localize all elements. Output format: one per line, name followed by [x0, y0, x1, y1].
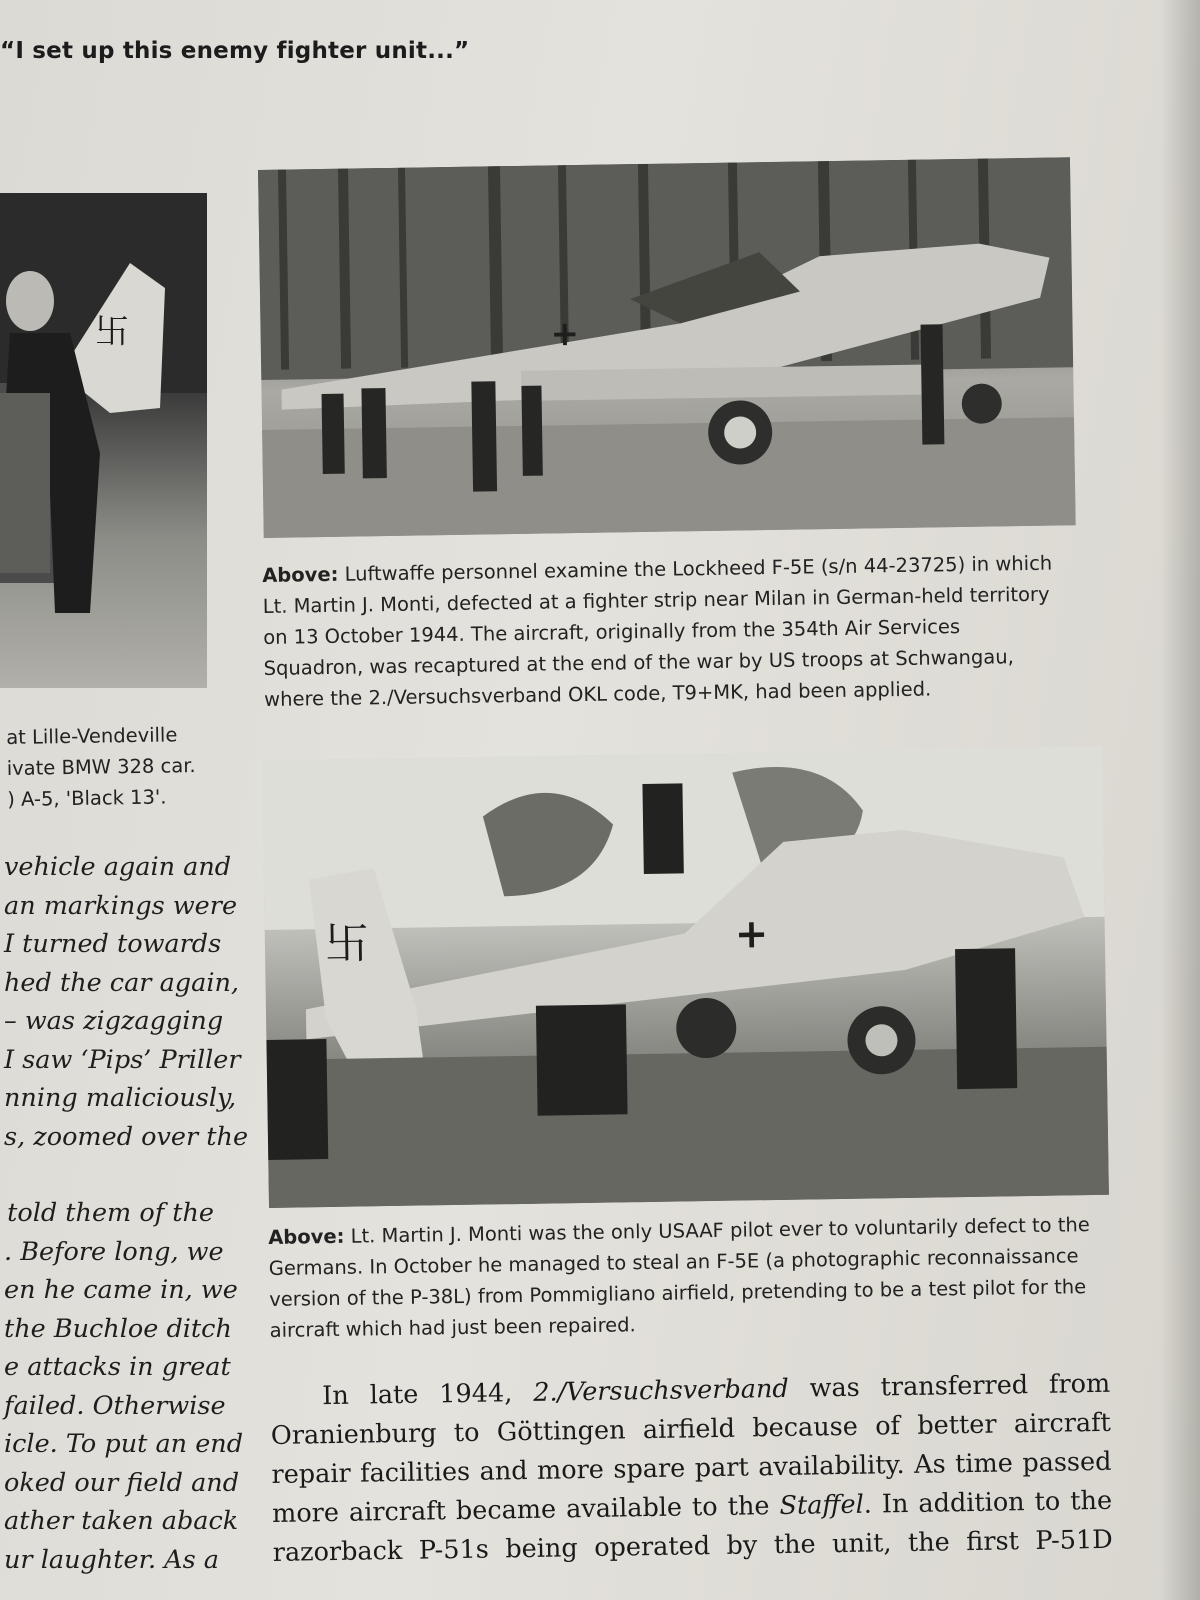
caption-bottom-photo — [268, 1209, 1100, 1346]
caption-bottom-label: Above: — [268, 1224, 345, 1249]
body-left-line: icle. To put an end — [4, 1429, 244, 1459]
body-left-line: told them of the — [7, 1198, 214, 1228]
body-left-line: oked our field and — [4, 1467, 240, 1498]
body-left-line: hed the car again, — [4, 967, 240, 998]
photo-pilot-with-car — [0, 193, 207, 688]
caption-bottom-text: Lt. Martin J. Monti was the only USAAF pilot ever to voluntarily defect to the Germans. In October he managed to steal an F-5E (a photographic reconnaissance version of the P-38L) from Pommigliano airfield, pretending to be a test pilot for the aircraft which had just been repaired. — [268, 1213, 1090, 1342]
body-left-line: nning maliciously, — [4, 1083, 237, 1113]
fuselage-cross-marking-top: + — [550, 313, 580, 355]
photo-f5e-bottom-image — [262, 747, 1109, 1208]
page-edge-shadow — [1160, 0, 1200, 1600]
photo-f5e-top-image — [258, 157, 1076, 538]
body-text-main-paragraph — [270, 1365, 1113, 1573]
body-left-line: vehicle again and — [4, 852, 232, 882]
body-main-text: more aircraft became available to the — [271, 1491, 780, 1529]
body-main-text: . In addition to the — [863, 1485, 1113, 1520]
body-left-line: failed. Otherwise — [4, 1390, 226, 1421]
caption-left-line: at Lille-Vendeville — [6, 723, 178, 749]
body-text-left-column — [4, 848, 249, 1579]
photo-pilot-with-car-image — [0, 193, 207, 688]
running-head: “I set up this enemy fighter unit...” — [0, 38, 470, 64]
body-left-line: ather taken aback — [4, 1506, 239, 1536]
body-main-text: In late 1944, — [322, 1377, 534, 1412]
body-left-line: – was zigzagging — [4, 1006, 224, 1036]
caption-top-photo — [262, 547, 1064, 715]
body-left-line: e attacks in great — [4, 1352, 231, 1382]
body-left-line: en he came in, we — [4, 1275, 238, 1305]
caption-left-photo — [6, 719, 217, 815]
caption-top-label: Above: — [262, 562, 339, 587]
body-main-line: repair facilities and more spare part availability. As time passed — [271, 1446, 1112, 1490]
body-left-line: I turned towards — [4, 929, 222, 959]
caption-left-line: ) A-5, 'Black 13'. — [7, 785, 167, 811]
caption-left-line: ivate BMW 328 car. — [6, 754, 196, 780]
body-main-line: Oranienburg to Göttingen airfield because of better aircraft — [270, 1407, 1112, 1451]
body-left-line: s, zoomed over the — [4, 1121, 249, 1152]
body-left-line: the Buchloe ditch — [4, 1313, 232, 1344]
body-main-text: was transferred from — [788, 1368, 1111, 1404]
tail-swastika-marking-bottom: 卐 — [324, 918, 370, 971]
photo-f5e-luftwaffe-personnel — [258, 157, 1076, 538]
body-main-line: razorback P-51s being operated by the unit, the first P-51D — [272, 1524, 1113, 1568]
body-left-line: I saw ‘Pips’ Priller — [4, 1044, 241, 1075]
body-left-line: . Before long, we — [4, 1236, 224, 1267]
caption-top-text: Luftwaffe personnel examine the Lockheed F-5E (s/n 44-23725) in which Lt. Martin J. Monti, defected at a fighter strip near Milan in German-held territory on 13 October 1944. The aircraft, originally from the 354th Air Services Squadron, was recaptured at the end of the war by US troops at Schwangau, where the 2./Versuchsverband OKL code, T9+MK, had been applied. — [262, 551, 1053, 711]
body-main-italic: Staffel — [779, 1489, 864, 1522]
body-left-line: ur laughter. As a — [4, 1544, 219, 1575]
fuselage-cross-marking-bottom: + — [734, 911, 769, 958]
paragraph-gap — [4, 1156, 214, 1194]
photo-f5e-monti — [262, 747, 1109, 1208]
tail-swastika-marking-left: 卐 — [95, 312, 129, 352]
body-left-line: an markings were — [4, 890, 238, 921]
body-main-italic: 2./Versuchsverband — [532, 1373, 789, 1408]
